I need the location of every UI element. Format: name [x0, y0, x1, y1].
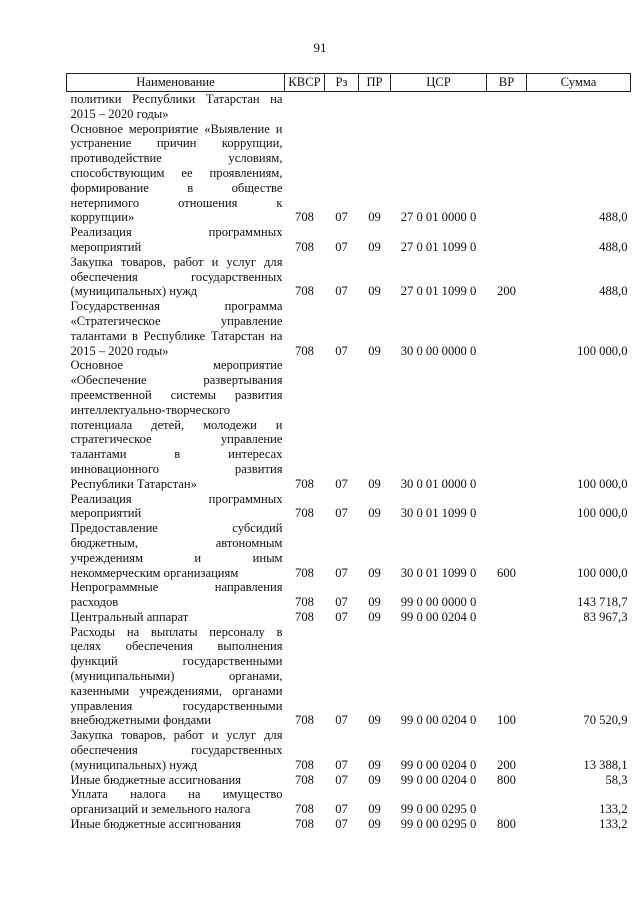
- row-name-line: (муниципальных) нужд: [70, 284, 198, 299]
- row-name: [67, 817, 285, 832]
- row-kvsr: 708: [295, 343, 314, 358]
- row-kvsr: 708: [295, 757, 314, 772]
- row-rz: [325, 92, 359, 122]
- row-name-line: Уплата налога на имущество: [70, 787, 283, 802]
- page-number: 91: [313, 40, 327, 55]
- row-vr: 200: [497, 284, 516, 299]
- row-name: [67, 580, 285, 610]
- row-sum: 488,0: [599, 210, 628, 225]
- row-csr: 99 0 00 0295 0: [400, 802, 477, 817]
- row-kvsr: 708: [295, 476, 314, 491]
- row-name: [67, 299, 285, 358]
- row-name-line: преемственной системы развития: [70, 387, 283, 402]
- row-sum: 83 967,3: [583, 609, 628, 624]
- row-vr: 200: [497, 757, 516, 772]
- table-row: [67, 728, 631, 772]
- header-name: Наименование: [67, 74, 285, 92]
- row-name-line: Реализация программных: [70, 225, 283, 240]
- row-vr: [487, 122, 527, 226]
- row-kvsr: 708: [295, 210, 314, 225]
- row-rz: 07: [335, 757, 348, 772]
- row-rz: 07: [335, 506, 348, 521]
- row-pr: 09: [368, 713, 381, 728]
- row-kvsr: [285, 92, 325, 122]
- row-name-line: талантами в Республике Татарстан на: [70, 328, 283, 343]
- row-name-line: коррупции»: [70, 210, 135, 225]
- row-pr: 09: [368, 817, 381, 832]
- row-csr: 99 0 00 0000 0: [400, 595, 477, 610]
- row-name-line: функций государственными: [70, 654, 283, 669]
- row-name-line: бюджетным, автономным: [70, 535, 283, 550]
- row-pr: 09: [368, 210, 381, 225]
- row-vr: 100: [497, 713, 516, 728]
- row-name-line: Реализация программных: [70, 491, 283, 506]
- table-row: [67, 787, 631, 817]
- table-row: [67, 580, 631, 610]
- row-vr: [487, 225, 527, 255]
- table-row: [67, 92, 631, 122]
- row-name: [67, 773, 285, 788]
- row-kvsr: 708: [295, 239, 314, 254]
- row-name-line: Иные бюджетные ассигнования: [70, 817, 242, 832]
- row-rz: 07: [335, 343, 348, 358]
- row-csr: 30 0 00 0000 0: [400, 343, 477, 358]
- row-name: [67, 610, 285, 625]
- row-pr: 09: [368, 343, 381, 358]
- row-rz: 07: [335, 609, 348, 624]
- row-kvsr: 708: [295, 565, 314, 580]
- table-row: [67, 625, 631, 729]
- row-pr: 09: [368, 772, 381, 787]
- budget-table: [66, 73, 631, 832]
- row-sum: 488,0: [599, 239, 628, 254]
- row-name: [67, 787, 285, 817]
- row-name: [67, 625, 285, 729]
- row-name-line: Государственная программа: [70, 299, 283, 314]
- row-csr: 30 0 01 1099 0: [400, 565, 477, 580]
- row-csr: 27 0 01 0000 0: [400, 210, 477, 225]
- row-name-line: «Обеспечение развертывания: [70, 373, 283, 388]
- table-row: [67, 225, 631, 255]
- row-sum: 133,2: [599, 817, 628, 832]
- row-name: [67, 122, 285, 226]
- row-name-line: казенными учреждениями, органами: [70, 683, 283, 698]
- row-name-line: инновационного развития: [70, 461, 283, 476]
- header-csr: ЦСР: [391, 74, 487, 92]
- row-name: [67, 92, 285, 122]
- row-name-line: Непрограммные направления: [70, 580, 283, 595]
- row-pr: 09: [368, 565, 381, 580]
- row-name-line: (муниципальными) органами,: [70, 669, 283, 684]
- row-name-line: управления государственными: [70, 698, 283, 713]
- table-row: [67, 521, 631, 580]
- row-sum: 100 000,0: [577, 476, 628, 491]
- row-name: [67, 521, 285, 580]
- row-rz: 07: [335, 713, 348, 728]
- row-csr: 99 0 00 0204 0: [400, 772, 477, 787]
- row-sum: 13 388,1: [583, 757, 628, 772]
- table-row: [67, 358, 631, 491]
- row-rz: 07: [335, 210, 348, 225]
- row-rz: 07: [335, 239, 348, 254]
- row-name-line: Предоставление субсидий: [70, 521, 283, 536]
- row-name-line: Закупка товаров, работ и услуг для: [70, 728, 283, 743]
- row-csr: 30 0 01 1099 0: [400, 506, 477, 521]
- row-csr: 99 0 00 0204 0: [400, 609, 477, 624]
- row-name-line: организаций и земельного налога: [70, 802, 251, 817]
- row-sum: 58,3: [605, 772, 628, 787]
- row-rz: 07: [335, 595, 348, 610]
- row-rz: 07: [335, 817, 348, 832]
- row-pr: 09: [368, 757, 381, 772]
- table-header-row: [67, 74, 631, 92]
- row-pr: 09: [368, 284, 381, 299]
- table-row: [67, 773, 631, 788]
- row-name-line: Расходы на выплаты персоналу в: [70, 624, 283, 639]
- row-vr: [487, 787, 527, 817]
- row-name: [67, 492, 285, 522]
- row-vr: [487, 610, 527, 625]
- row-sum: 100 000,0: [577, 506, 628, 521]
- row-kvsr: 708: [295, 772, 314, 787]
- row-name: [67, 358, 285, 491]
- header-sum: Сумма: [527, 74, 631, 92]
- row-sum: 100 000,0: [577, 343, 628, 358]
- row-name-line: способствующим ее проявлениям,: [70, 165, 283, 180]
- header-pr: ПР: [359, 74, 391, 92]
- header-vr: ВР: [487, 74, 527, 92]
- row-kvsr: 708: [295, 817, 314, 832]
- row-vr: [487, 580, 527, 610]
- row-vr: 600: [497, 565, 516, 580]
- row-name-line: формирование в обществе: [70, 180, 283, 195]
- row-name-line: внебюджетными фондами: [70, 713, 211, 728]
- row-csr: 30 0 01 0000 0: [400, 476, 477, 491]
- row-rz: 07: [335, 802, 348, 817]
- row-name-line: Основное мероприятие: [70, 358, 283, 373]
- row-name-line: «Стратегическое управление: [70, 313, 283, 328]
- row-vr: 800: [497, 772, 516, 787]
- row-rz: 07: [335, 772, 348, 787]
- table-row: [67, 255, 631, 299]
- row-vr: [487, 299, 527, 358]
- row-pr: [359, 92, 391, 122]
- row-kvsr: 708: [295, 595, 314, 610]
- row-name-line: потенциала детей, молодежи и: [70, 417, 283, 432]
- row-name-line: стратегическое управление: [70, 432, 283, 447]
- row-sum: [527, 92, 631, 122]
- row-pr: 09: [368, 506, 381, 521]
- row-name: [67, 255, 285, 299]
- row-name-line: обеспечения государственных: [70, 743, 283, 758]
- row-pr: 09: [368, 802, 381, 817]
- row-vr: 800: [497, 817, 516, 832]
- row-name-line: учреждениям и иным: [70, 550, 283, 565]
- row-name-line: мероприятий: [70, 239, 142, 254]
- row-name-line: интеллектуально-творческого: [70, 402, 231, 417]
- row-name-line: обеспечения государственных: [70, 269, 283, 284]
- row-vr: [487, 492, 527, 522]
- row-name-line: Основное мероприятие «Выявление и: [70, 121, 283, 136]
- table-row: [67, 817, 631, 832]
- row-kvsr: 708: [295, 284, 314, 299]
- row-name: [67, 225, 285, 255]
- row-kvsr: 708: [295, 609, 314, 624]
- row-csr: 27 0 01 1099 0: [400, 284, 477, 299]
- row-pr: 09: [368, 476, 381, 491]
- table-body: [67, 92, 631, 832]
- row-name-line: Республики Татарстан»: [70, 476, 197, 491]
- row-kvsr: 708: [295, 506, 314, 521]
- row-sum: 488,0: [599, 284, 628, 299]
- row-name-line: (муниципальных) нужд: [70, 757, 198, 772]
- row-rz: 07: [335, 476, 348, 491]
- table-row: [67, 492, 631, 522]
- row-name-line: Закупка товаров, работ и услуг для: [70, 254, 283, 269]
- row-sum: 70 520,9: [583, 713, 628, 728]
- row-csr: 99 0 00 0204 0: [400, 757, 477, 772]
- row-name-line: целях обеспечения выполнения: [70, 639, 283, 654]
- row-pr: 09: [368, 595, 381, 610]
- row-vr: [487, 358, 527, 491]
- row-name-line: талантами в интересах: [70, 447, 283, 462]
- row-csr: 27 0 01 1099 0: [400, 239, 477, 254]
- row-kvsr: 708: [295, 713, 314, 728]
- row-sum: 133,2: [599, 802, 628, 817]
- row-csr: 99 0 00 0204 0: [400, 713, 477, 728]
- table-row: [67, 299, 631, 358]
- row-sum: 100 000,0: [577, 565, 628, 580]
- row-sum: 143 718,7: [577, 595, 628, 610]
- row-pr: 09: [368, 609, 381, 624]
- row-csr: 99 0 00 0295 0: [400, 817, 477, 832]
- row-name: [67, 728, 285, 772]
- row-name-line: расходов: [70, 595, 119, 610]
- table-row: [67, 122, 631, 226]
- row-name-line: мероприятий: [70, 506, 142, 521]
- row-name-line: нетерпимого отношения к: [70, 195, 283, 210]
- row-vr: [487, 92, 527, 122]
- row-name-line: некоммерческим организациям: [70, 565, 239, 580]
- row-name-line: 2015 – 2020 годы»: [70, 106, 169, 121]
- row-csr: [391, 92, 487, 122]
- row-name-line: политики Республики Татарстан на: [70, 92, 283, 106]
- table-row: [67, 610, 631, 625]
- row-kvsr: 708: [295, 802, 314, 817]
- row-name-line: Иные бюджетные ассигнования: [70, 772, 242, 787]
- row-rz: 07: [335, 565, 348, 580]
- row-name-line: противодействие условиям,: [70, 151, 283, 166]
- row-rz: 07: [335, 284, 348, 299]
- row-name-line: устранение причин коррупции,: [70, 136, 283, 151]
- header-kvsr: КВСР: [285, 74, 325, 92]
- header-rz: Рз: [325, 74, 359, 92]
- row-name-line: Центральный аппарат: [70, 609, 189, 624]
- row-name-line: 2015 – 2020 годы»: [70, 343, 169, 358]
- row-pr: 09: [368, 239, 381, 254]
